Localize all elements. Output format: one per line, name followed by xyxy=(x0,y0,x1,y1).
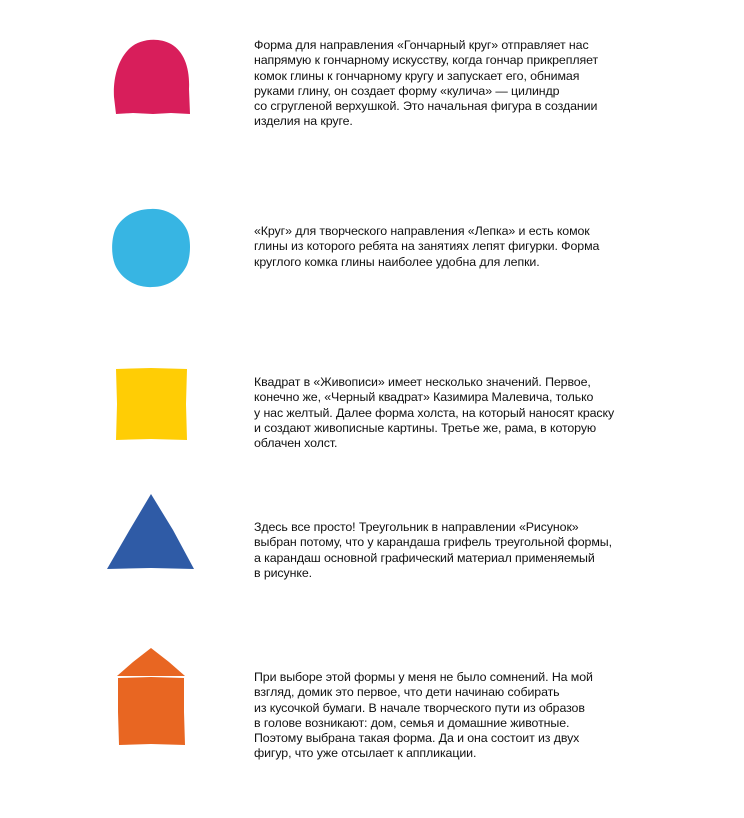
square-shape-icon xyxy=(115,368,189,441)
text-line: у нас желтый. Далее форма холста, на который наносят краску xyxy=(254,405,615,420)
text-line: в голове возникают: дом, семья и домашние животные. xyxy=(254,715,570,730)
house-shape-icon xyxy=(116,648,186,746)
text-line: руками глину, он создает форму «кулича» — цилиндр xyxy=(254,83,560,98)
circle-shape-icon xyxy=(111,208,191,288)
text-line: из кусочкой бумаги. В начале творческого пути из образов xyxy=(254,700,585,715)
house-roof-path xyxy=(117,648,185,676)
text-line: комок глины к гончарному кругу и запускает его, обнимая xyxy=(254,68,580,83)
triangle-shape-path xyxy=(107,494,194,569)
dome-shape-path xyxy=(114,40,190,114)
text-line: Форма для направления «Гончарный круг» отправляет нас xyxy=(254,38,589,52)
text-line: конечно же, «Черный квадрат» Казимира Малевича, только xyxy=(254,390,594,405)
text-line: круглого комка глины наиболее удобна для лепки. xyxy=(254,254,540,269)
pottery-description xyxy=(254,38,654,130)
text-line: фигур, что уже отсылает к аппликации. xyxy=(254,746,477,761)
triangle-shape-icon xyxy=(107,494,195,570)
text-line: в рисунке. xyxy=(254,565,312,580)
text-line: Поэтому выбрана такая форма. Да и она состоит из двух xyxy=(254,731,580,746)
text-line: выбран потому, что у карандаша грифель треугольной формы, xyxy=(254,535,612,550)
painting-description xyxy=(254,375,654,451)
text-line: глины из которого ребята на занятиях лепят фигурки. Форма xyxy=(254,239,600,254)
text-line: со сгругленой верхушкой. Это начальная фигура в создании xyxy=(254,99,598,114)
text-line: а карандаш основной графический материал применяемый xyxy=(254,550,595,565)
applique-description xyxy=(254,670,654,762)
house-body-path xyxy=(118,677,185,745)
text-line: облачен холст. xyxy=(254,436,338,451)
square-shape-path xyxy=(116,368,187,440)
text-line: Квадрат в «Живописи» имеет несколько значений. Первое, xyxy=(254,375,591,389)
text-line: изделия на круге. xyxy=(254,114,353,129)
text-line: «Круг» для творческого направления «Лепка» и есть комок xyxy=(254,224,590,238)
drawing-description xyxy=(254,520,654,581)
circle-shape-path xyxy=(112,209,190,287)
dome-shape-icon xyxy=(113,37,191,115)
text-line: При выборе этой формы у меня не было сомнений. На мой xyxy=(254,670,593,684)
modeling-description xyxy=(254,224,654,270)
text-line: и создают живописные картины. Третье же, рама, в которую xyxy=(254,420,597,435)
text-line: взгляд, домик это первое, что дети начинаю собирать xyxy=(254,685,560,700)
text-line: напрямую к гончарному искусству, когда гончар прикрепляет xyxy=(254,53,599,68)
text-line: Здесь все просто! Треугольник в направлении «Рисунок» xyxy=(254,520,579,534)
